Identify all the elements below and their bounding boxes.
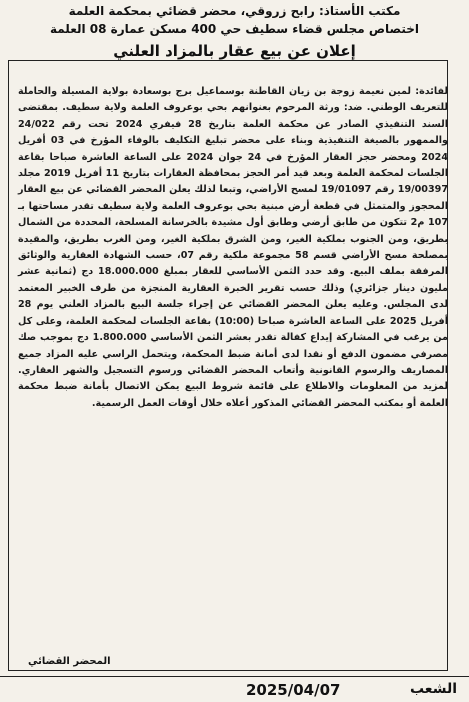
notice-title: إعلان عن بيع عقار بالمزاد العلني (113, 42, 356, 60)
jurisdiction-line: اختصاص مجلس قضاء سطيف حي 400 مسكن عمارة 08 العلمة (49, 22, 420, 36)
publication-date: 2025/04/07 (246, 681, 341, 699)
signature: المحضر القضائي (28, 656, 111, 667)
office-line: مكتب الأستاذ: رابح زروقي، محضر قضائي بمحكمة العلمة (68, 4, 401, 18)
publication-name: الشعب (409, 681, 457, 697)
notice-body: لفائدة: لمين نعيمة زوجة بن زيان القاطنة بوسماعيل برج بوسعادة بولاية المسيلة والحاملة للتعريف الوطني. ضد: ورثة المرحوم بعنوانهم بحي بوعروف العلمة ولاية سطيف. بمقتضى السند التنفيذي الصادر عن محكمة العلمة بتاريخ 28 فيفري 2024 تحت رقم 24/022 والممهور بالصيغة التنفيذية وبناء على محضر تبليغ التكليف بالوفاء المؤرخ في 03 أفريل 2024 ومحضر حجز العقار المؤرخ في 24 جوان 2024 على الساعة العاشرة صباحا بقاعة الجلسات لمحكمة العلمة وبعد قيد أمر الحجز بمحافظة العقارات بتاريخ 11 أفريل 2019 مجلد 19/00397 رقم 19/01097 لمسح الأراضي، وتبعا لذلك يعلن المحضر القضائي عن بيع العقار المحجوز والمتمثل في قطعة أرض مبنية بحي بوعروف العلمة ولاية سطيف تقدر مساحتها بـ 107 م2 تتكون من طابق أرضي وطابق أول مشيدة بالخرسانة المسلحة، المحددة من الشمال بطريق، ومن الجنوب بملكية الغير، ومن الشرق بملكية الغير، ومن الغرب بطريق، والمقيدة بمصلحة مسح الأراضي قسم 58 مجموعة ملكية رقم 07، حسب الشهادة العقارية والوثائق المرفقة بملف البيع. وقد حدد الثمن الأساسي للعقار بمبلغ 18.000.000 دج (ثمانية عشر مليون دينار جزائري) وذلك حسب تقرير الخبرة العقارية المنجزة من طرف الخبير المعتمد لدى المجلس. وعليه يعلن المحضر القضائي عن إجراء جلسة البيع بالمزاد العلني يوم 28 أفريل 2025 على الساعة العاشرة صباحا (10:00) بقاعة الجلسات لمحكمة العلمة، وعلى كل من يرغب في المشاركة إيداع كفالة تقدر بعشر الثمن الأساسي 1.800.000 دج بموجب صك مصرفي مضمون الدفع أو نقدا لدى أمانة ضبط المحكمة، ويتحمل الراسي عليه المزاد جميع المصاريف والرسوم القانونية وأتعاب المحضر القضائي ورسوم التسجيل والشهر العقاري. لمزيد من المعلومات والاطلاع على قائمة شروط البيع يمكن الاتصال بأمانة ضبط محكمة العلمة أو بمكتب المحضر القضائي المذكور أعلاه خلال أوقات العمل الرسمية. (18, 86, 449, 409)
footer-bar (0, 676, 469, 699)
